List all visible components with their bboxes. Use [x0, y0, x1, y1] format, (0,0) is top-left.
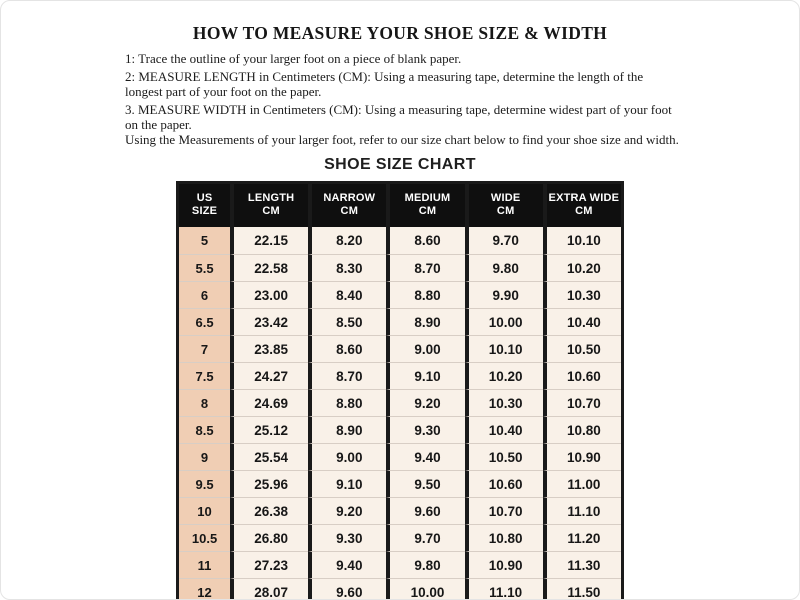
- us-size-cell: 7: [179, 335, 230, 362]
- measurement-cell: 28.07: [230, 578, 308, 600]
- us-size-cell: 6: [179, 281, 230, 308]
- measurement-cell: 10.00: [465, 308, 543, 335]
- us-size-cell: 11: [179, 551, 230, 578]
- measurement-cell: 9.10: [386, 362, 464, 389]
- measurement-cell: 8.60: [386, 227, 464, 254]
- measurement-cell: 10.00: [386, 578, 464, 600]
- measurement-cell: 11.50: [543, 578, 621, 600]
- measurement-cell: 10.30: [465, 389, 543, 416]
- instruction-step-2: 2: MEASURE LENGTH in Centimeters (CM): Using a measuring tape, determine the length of the longest part of your foot on the paper.: [125, 69, 644, 99]
- measurement-cell: 8.80: [308, 389, 386, 416]
- measurement-cell: 9.00: [386, 335, 464, 362]
- instruction-step-3: 3. MEASURE WIDTH in Centimeters (CM): Using a measuring tape, determine widest part of your foot on the paper.: [125, 102, 672, 132]
- measurement-cell: 9.40: [308, 551, 386, 578]
- table-row: [179, 416, 621, 443]
- measurement-cell: 26.80: [230, 524, 308, 551]
- measurement-cell: 10.90: [465, 551, 543, 578]
- instruction-summary: Using the Measurements of your larger foot, refer to our size chart below to find your shoe size and width.: [125, 132, 679, 147]
- measurement-cell: 10.30: [543, 281, 621, 308]
- table-row: [179, 551, 621, 578]
- us-size-cell: 7.5: [179, 362, 230, 389]
- measurement-cell: 8.80: [386, 281, 464, 308]
- measurement-cell: 8.40: [308, 281, 386, 308]
- measurement-cell: 9.80: [465, 254, 543, 281]
- measurement-cell: 10.90: [543, 443, 621, 470]
- measurement-cell: 8.90: [386, 308, 464, 335]
- column-header: US SIZE: [179, 184, 230, 227]
- measurement-cell: 23.00: [230, 281, 308, 308]
- measurement-cell: 9.90: [465, 281, 543, 308]
- chart-heading: SHOE SIZE CHART: [324, 156, 476, 173]
- measurement-cell: 10.40: [465, 416, 543, 443]
- measurement-cell: 25.96: [230, 470, 308, 497]
- measurement-cell: 10.40: [543, 308, 621, 335]
- table-row: [179, 389, 621, 416]
- table-row: [179, 362, 621, 389]
- measurement-cell: 10.70: [543, 389, 621, 416]
- column-header: WIDE CM: [465, 184, 543, 227]
- shoe-size-table: [176, 181, 624, 600]
- measurement-cell: 27.23: [230, 551, 308, 578]
- measurement-cell: 11.10: [543, 497, 621, 524]
- measurement-cell: 10.80: [465, 524, 543, 551]
- measurement-cell: 8.20: [308, 227, 386, 254]
- measurement-cell: 8.70: [308, 362, 386, 389]
- measurement-cell: 9.70: [386, 524, 464, 551]
- measurement-cell: 10.60: [465, 470, 543, 497]
- measurement-cell: 8.70: [386, 254, 464, 281]
- instruction-step-1: 1: Trace the outline of your larger foot on a piece of blank paper.: [125, 51, 462, 66]
- us-size-cell: 6.5: [179, 308, 230, 335]
- measurement-cell: 10.60: [543, 362, 621, 389]
- measurement-cell: 11.10: [465, 578, 543, 600]
- measurement-cell: 8.30: [308, 254, 386, 281]
- us-size-cell: 9.5: [179, 470, 230, 497]
- measurement-cell: 11.20: [543, 524, 621, 551]
- measurement-cell: 11.30: [543, 551, 621, 578]
- measurement-cell: 8.50: [308, 308, 386, 335]
- measurement-cell: 25.12: [230, 416, 308, 443]
- measurement-cell: 9.40: [386, 443, 464, 470]
- table-row: [179, 470, 621, 497]
- table-row: [179, 578, 621, 600]
- measurement-cell: 10.50: [543, 335, 621, 362]
- us-size-cell: 9: [179, 443, 230, 470]
- measurement-cell: 9.70: [465, 227, 543, 254]
- measurement-cell: 10.20: [465, 362, 543, 389]
- measurement-cell: 9.80: [386, 551, 464, 578]
- table-header: [179, 184, 621, 227]
- measurement-cell: 24.27: [230, 362, 308, 389]
- measurement-cell: 8.90: [308, 416, 386, 443]
- measurement-cell: 23.85: [230, 335, 308, 362]
- measurement-cell: 22.15: [230, 227, 308, 254]
- us-size-cell: 8: [179, 389, 230, 416]
- measurement-cell: 10.80: [543, 416, 621, 443]
- table-row: [179, 254, 621, 281]
- table-row: [179, 497, 621, 524]
- measurement-cell: 11.00: [543, 470, 621, 497]
- measurement-cell: 22.58: [230, 254, 308, 281]
- measurement-cell: 9.60: [386, 497, 464, 524]
- table-row: [179, 227, 621, 254]
- measurement-cell: 9.50: [386, 470, 464, 497]
- instructions: [125, 51, 681, 147]
- page-title: HOW TO MEASURE YOUR SHOE SIZE & WIDTH: [192, 23, 608, 43]
- measurement-cell: 25.54: [230, 443, 308, 470]
- table-row: [179, 524, 621, 551]
- table-row: [179, 335, 621, 362]
- header-row: [179, 184, 621, 227]
- us-size-cell: 10.5: [179, 524, 230, 551]
- measurement-cell: 9.30: [386, 416, 464, 443]
- measurement-cell: 10.50: [465, 443, 543, 470]
- us-size-cell: 5: [179, 227, 230, 254]
- measurement-cell: 23.42: [230, 308, 308, 335]
- measurement-cell: 9.20: [308, 497, 386, 524]
- us-size-cell: 10: [179, 497, 230, 524]
- column-header: EXTRA WIDE CM: [543, 184, 621, 227]
- column-header: MEDIUM CM: [386, 184, 464, 227]
- measurement-cell: 9.20: [386, 389, 464, 416]
- measurement-cell: 9.00: [308, 443, 386, 470]
- measurement-cell: 9.60: [308, 578, 386, 600]
- measurement-cell: 10.70: [465, 497, 543, 524]
- measurement-cell: 9.10: [308, 470, 386, 497]
- table-body: [179, 227, 621, 600]
- us-size-cell: 5.5: [179, 254, 230, 281]
- measurement-cell: 10.20: [543, 254, 621, 281]
- measurement-cell: 8.60: [308, 335, 386, 362]
- measurement-cell: 10.10: [465, 335, 543, 362]
- column-header: LENGTH CM: [230, 184, 308, 227]
- us-size-cell: 8.5: [179, 416, 230, 443]
- measurement-cell: 10.10: [543, 227, 621, 254]
- column-header: NARROW CM: [308, 184, 386, 227]
- measurement-cell: 24.69: [230, 389, 308, 416]
- us-size-cell: 12: [179, 578, 230, 600]
- table-row: [179, 281, 621, 308]
- measurement-cell: 26.38: [230, 497, 308, 524]
- measurement-cell: 9.30: [308, 524, 386, 551]
- table-row: [179, 308, 621, 335]
- table-row: [179, 443, 621, 470]
